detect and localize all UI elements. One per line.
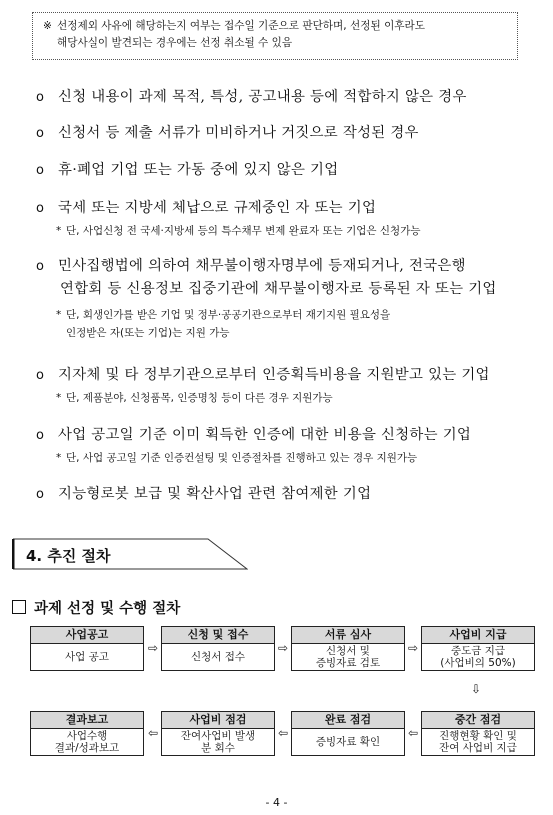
arrow-left-icon: ⇦: [148, 726, 159, 740]
condition-text-cont: 연합회 등 신용정보 집중기관에 채무불이행자로 등록된 자 또는 기업: [60, 281, 497, 297]
bullet-icon: o: [36, 259, 45, 274]
condition-text: 신청 내용이 과제 목적, 특성, 공고내용 등에 적합하지 않은 경우: [58, 89, 467, 105]
process-step-cost-check: [161, 711, 275, 756]
bullet-icon: o: [36, 368, 45, 383]
section-title: 4. 추진 절차: [26, 547, 111, 565]
step-body: 신청서 및 증빙자료 검토: [315, 645, 381, 669]
subheading: [12, 597, 180, 618]
condition-note: [56, 389, 544, 407]
note-text: 단, 사업 공고일 기준 인증컨설팅 및 인증절차를 진행하고 있는 경우 지원가능: [66, 452, 418, 464]
step-body: 증빙자료 확인: [315, 736, 381, 748]
notice-box: [32, 12, 518, 60]
step-header: 완료 점검: [292, 712, 404, 729]
note-text: 단, 제품분야, 신청품목, 인증명칭 등이 다른 경우 지원가능: [66, 392, 333, 404]
condition-text: 휴·폐업 기업 또는 가동 중에 있지 않은 기업: [58, 162, 339, 178]
process-step-announcement: [30, 626, 144, 671]
bullet-icon: o: [36, 126, 45, 141]
note-star-icon: *: [56, 392, 62, 404]
notice-line-2: 해당사실이 발견되는 경우에는 선정 취소될 수 있음: [57, 37, 293, 49]
note-star-icon: *: [56, 452, 62, 464]
condition-text: 사업 공고일 기준 이미 획득한 인증에 대한 비용을 신청하는 기업: [58, 427, 472, 443]
notice-line-1: 선정제외 사유에 해당하는지 여부는 접수일 기준으로 판단하며, 선정된 이후라도: [57, 20, 426, 32]
process-step-application: [161, 626, 275, 671]
note-text-cont: 인정받은 자(또는 기업)는 지원 가능: [66, 327, 230, 339]
arrow-right-icon: ⇨: [148, 641, 159, 655]
process-step-result-report: [30, 711, 144, 756]
note-star-icon: *: [56, 225, 62, 237]
square-bullet-icon: [12, 600, 26, 614]
arrow-right-icon: ⇨: [278, 641, 289, 655]
process-step-document-review: [291, 626, 405, 671]
condition-note: [56, 449, 544, 467]
note-star-icon: *: [56, 309, 62, 321]
page-number: - 4 -: [265, 796, 288, 809]
step-body: 사업 공고: [65, 651, 109, 663]
note-text: 단, 회생인가를 받은 기업 및 정부·공공기관으로부터 재기지원 필요성을: [66, 309, 391, 321]
condition-text: 국세 또는 지방세 체납으로 규제중인 자 또는 기업: [58, 200, 377, 216]
section-heading: [12, 538, 248, 570]
condition-item: [36, 255, 542, 301]
condition-item: [36, 483, 542, 506]
subheading-text: 과제 선정 및 수행 절차: [34, 600, 181, 617]
step-body: 사업수행 결과/성과보고: [54, 730, 120, 754]
condition-text: 지능형로봇 보급 및 확산사업 관련 참여제한 기업: [58, 486, 372, 502]
reference-mark: ※: [43, 20, 52, 32]
condition-item: [36, 424, 542, 447]
step-header: 중간 점검: [422, 712, 534, 729]
step-body: 중도금 지급 (사업비의 50%): [440, 645, 516, 669]
condition-item: [36, 122, 542, 145]
step-header: 사업비 점검: [162, 712, 274, 729]
process-step-completion-check: [291, 711, 405, 756]
step-body: 진행현황 확인 및 잔여 사업비 지급: [439, 730, 517, 754]
condition-item: [36, 159, 542, 182]
condition-item: [36, 86, 542, 109]
bullet-icon: o: [36, 90, 45, 105]
process-step-interim-check: [421, 711, 535, 756]
condition-text: 민사집행법에 의하여 채무불이행자명부에 등재되거나, 전국은행: [58, 258, 466, 274]
step-header: 결과보고: [31, 712, 143, 729]
step-header: 서류 심사: [292, 627, 404, 644]
step-header: 신청 및 접수: [162, 627, 274, 644]
step-body: 잔여사업비 발생 분 회수: [180, 730, 256, 754]
condition-item: [36, 364, 542, 387]
condition-text: 신청서 등 제출 서류가 미비하거나 거짓으로 작성된 경우: [58, 125, 419, 141]
condition-item: [36, 197, 542, 220]
condition-text: 지자체 및 타 정부기관으로부터 인증획득비용을 지원받고 있는 기업: [58, 367, 490, 383]
condition-note: [56, 306, 544, 342]
process-step-payment: [421, 626, 535, 671]
step-header: 사업공고: [31, 627, 143, 644]
bullet-icon: o: [36, 428, 45, 443]
step-body: 신청서 접수: [190, 651, 246, 663]
arrow-left-icon: ⇦: [408, 726, 419, 740]
step-header: 사업비 지급: [422, 627, 534, 644]
arrow-down-icon: ⇩: [471, 682, 482, 696]
bullet-icon: o: [36, 487, 45, 502]
bullet-icon: o: [36, 201, 45, 216]
bullet-icon: o: [36, 163, 45, 178]
condition-note: [56, 222, 544, 240]
note-text: 단, 사업신청 전 국세·지방세 등의 특수채무 변제 완료자 또는 기업은 신청가능: [66, 225, 421, 237]
arrow-left-icon: ⇦: [278, 726, 289, 740]
arrow-right-icon: ⇨: [408, 641, 419, 655]
